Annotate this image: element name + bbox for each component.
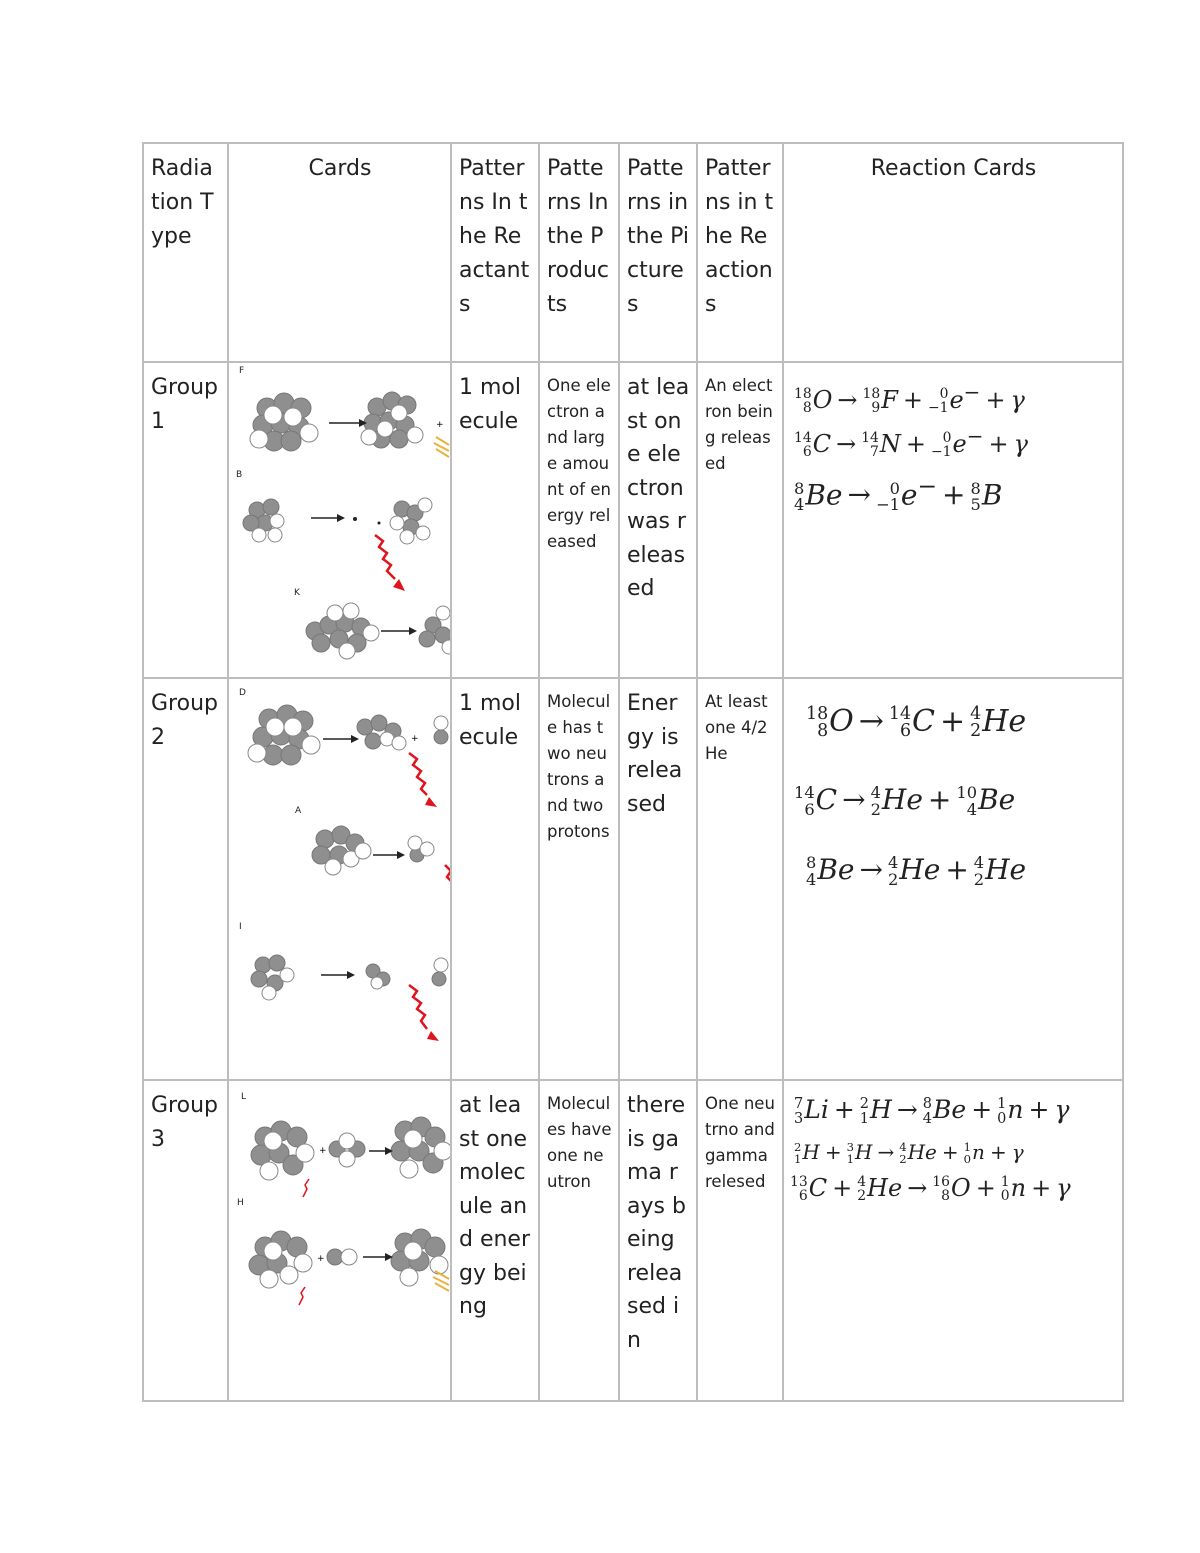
- reactants-pattern: at least one molecule and energy being: [459, 1093, 531, 1319]
- table-row-group-1: [143, 362, 1123, 678]
- svg-text:+: +: [411, 734, 419, 744]
- reaction-card-a: [312, 826, 451, 883]
- nuclear-reaction-pictures: [229, 363, 451, 675]
- equation-3: 8 4 Be → 4 2 He + 4 2 He: [806, 853, 1027, 889]
- group-label: Group 3: [151, 1093, 218, 1152]
- svg-text:+: +: [317, 1254, 325, 1264]
- card-letter: L: [241, 1092, 247, 1102]
- reaction-card-k: [306, 603, 451, 659]
- pictures-pattern: Energy is released: [627, 691, 683, 817]
- header-patterns-products: Patterns In the Products: [547, 156, 610, 317]
- header-patterns-pictures: Patterns in the Pictures: [627, 156, 689, 317]
- reaction-equations-group-1: [784, 363, 1122, 675]
- reactants-pattern: 1 molecule: [459, 375, 521, 434]
- equation-3: 13 6 C + 4 2 He → 16 8 O + 1 0 n + γ: [790, 1173, 1071, 1204]
- header-patterns-reactants: Patterns In the Reactants: [459, 156, 530, 317]
- pictures-pattern: there is gama rays being released in: [627, 1093, 686, 1353]
- products-pattern: Molecule has two neutrons and two protons: [547, 692, 611, 841]
- equation-2: 14 6 C → 14 7 N + 0 −1 e− + γ: [794, 424, 1028, 460]
- reactions-pattern: At least one 4/2He: [705, 692, 768, 763]
- products-pattern: One electron and large amount of energy released: [547, 376, 611, 551]
- reaction-card-h: [249, 1229, 449, 1305]
- card-letter: I: [239, 922, 242, 932]
- reaction-equations-group-3: [784, 1081, 1122, 1398]
- products-pattern: Molecules have one neutron: [547, 1094, 612, 1191]
- nuclear-reaction-pictures: [229, 1081, 451, 1398]
- radiation-table: [142, 142, 1124, 1402]
- equation-2: 14 6 C → 4 2 He + 10 4 Be: [794, 783, 1016, 819]
- reaction-card-f: [250, 392, 449, 457]
- card-letter: F: [239, 366, 245, 376]
- pictures-pattern: at least one electron was released: [627, 375, 690, 601]
- equation-2: 2 1 H + 3 1 H → 4 2 He + 1 0 n + γ: [794, 1139, 1024, 1166]
- reactions-pattern: One neutrno and gamma relesed: [705, 1094, 775, 1191]
- nuclear-reaction-pictures: [229, 679, 451, 1077]
- card-letter: H: [237, 1198, 244, 1208]
- header-reaction-cards: Reaction Cards: [870, 156, 1037, 181]
- table-row-group-2: [143, 678, 1123, 1080]
- card-letter: D: [239, 688, 246, 698]
- reaction-card-i: [251, 955, 448, 1041]
- reaction-card-b: [243, 498, 432, 591]
- reaction-card-l: [251, 1117, 451, 1197]
- equation-1: 7 3 Li + 2 1 H → 8 4 Be + 1 0 n + γ: [794, 1095, 1070, 1127]
- header-patterns-reactions: Patterns in the Reactions: [705, 156, 774, 317]
- equation-1: 18 8 O → 14 6 C + 4 2 He: [806, 703, 1027, 741]
- card-letter: A: [295, 806, 302, 816]
- equation-1: 18 8 O → 18 9 F + 0 −1 e− + γ: [794, 380, 1025, 416]
- group-label: Group 1: [151, 375, 218, 434]
- header-row: [143, 143, 1123, 362]
- cards-group-3: [229, 1081, 450, 1398]
- reactants-pattern: 1 molecule: [459, 691, 521, 750]
- card-letter: B: [236, 470, 243, 480]
- header-cards: Cards: [308, 156, 372, 181]
- svg-text:+: +: [319, 1146, 327, 1156]
- cards-group-2: [229, 679, 450, 1077]
- equation-3: 8 4 Be → 0 −1 e− + 8 5 B: [794, 472, 1003, 514]
- cards-group-1: [229, 363, 450, 675]
- reaction-card-d: [248, 705, 448, 807]
- header-radiation-type: Radiation Type: [151, 156, 214, 249]
- reactions-pattern: An electron being released: [705, 376, 773, 473]
- svg-text:+: +: [436, 420, 444, 430]
- table-row-group-3: [143, 1080, 1123, 1401]
- reaction-equations-group-2: [784, 679, 1122, 1077]
- card-letter: K: [294, 588, 300, 598]
- group-label: Group 2: [151, 691, 218, 750]
